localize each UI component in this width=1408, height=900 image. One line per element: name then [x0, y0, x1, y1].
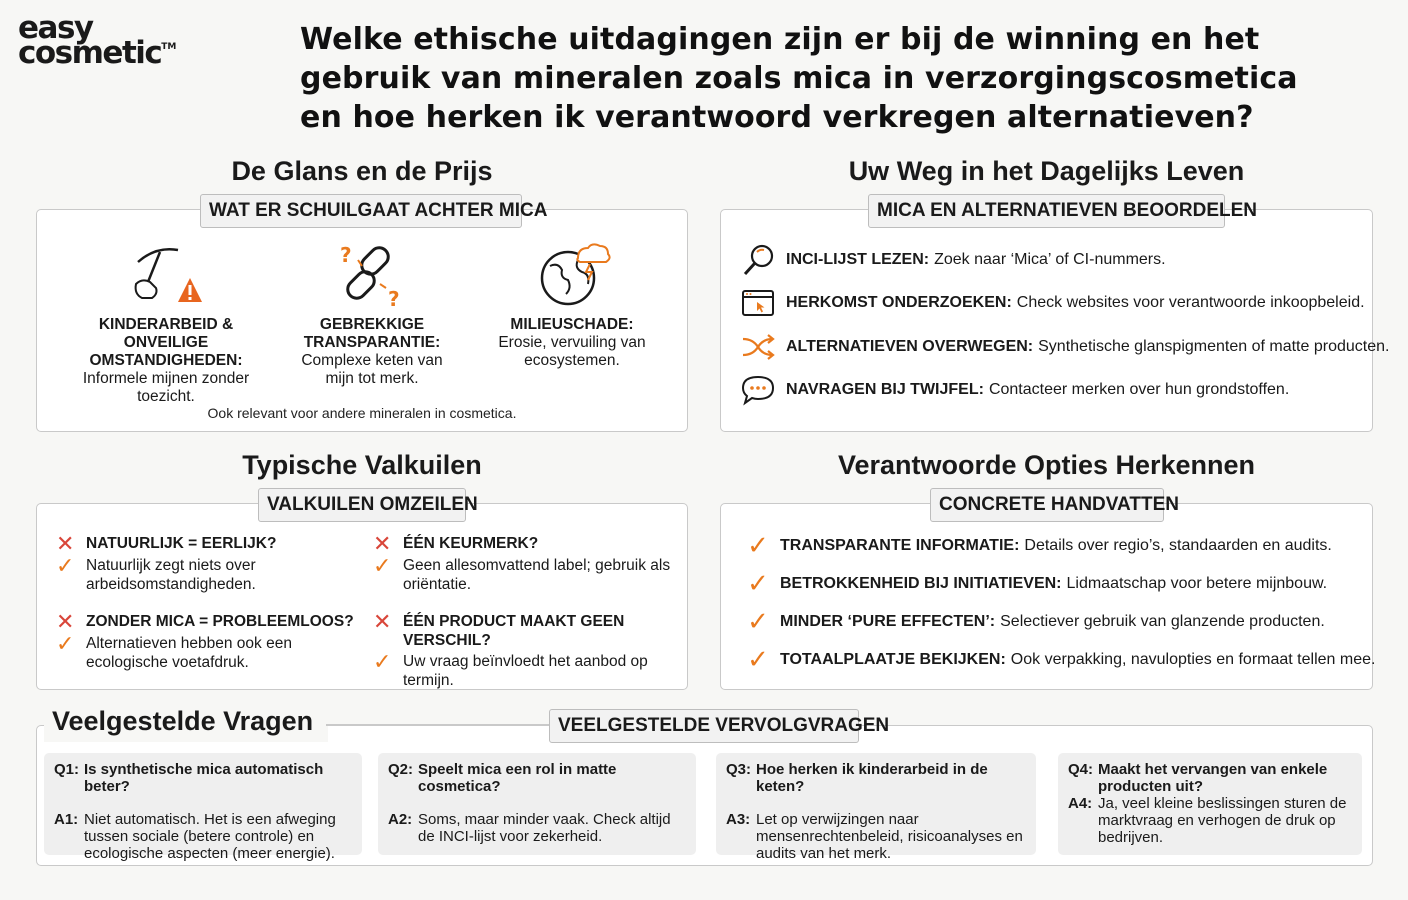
risk-title: KINDERARBEID & ONVEILIGE OMSTANDIGHEDEN: [89, 316, 243, 369]
tag-opties: CONCRETE HANDVATTEN [930, 488, 1164, 522]
shuffle-arrows-icon [740, 330, 776, 364]
risk-note: Ook relevant voor andere mineralen in cosmetica. [207, 405, 517, 421]
option-title: BETROKKENHEID BIJ INITIATIEVEN: [780, 574, 1062, 592]
pitfall-answer: Natuurlijk zegt niets over arbeidsomstandigheden. [86, 557, 256, 593]
answer-text: Niet automatisch. Het is een afweging tussen sociale (betere controle) en ecologische aspecten (meer energie). [84, 811, 336, 862]
question-key: Q4: [1068, 761, 1094, 778]
svg-text:?: ? [340, 243, 352, 267]
pitfall-item [56, 609, 356, 672]
tag-valkuilen: VALKUILEN OMZEILEN [258, 488, 466, 522]
faq-heading: Veelgestelde Vragen [52, 706, 314, 736]
faq-item [716, 753, 1036, 862]
step-title: INCI-LIJST LEZEN: [786, 251, 930, 268]
pitfall-answer: Geen allesomvattend label; gebruik als oriëntatie. [403, 557, 671, 593]
cross-icon: ✕ [373, 531, 392, 556]
step-title: ALTERNATIEVEN OVERWEGEN: [786, 338, 1034, 355]
question-key: Q1: [54, 761, 80, 778]
answer-key: A4: [1068, 795, 1093, 812]
option-item [736, 530, 1332, 561]
faq-item [1058, 753, 1362, 855]
option-title: MINDER ‘PURE EFFECTEN’: [780, 612, 996, 630]
option-text: Ook verpakking, navulopties en formaat tellen mee. [1010, 650, 1376, 668]
speech-bubble-icon [740, 373, 776, 407]
step-title: NAVRAGEN BIJ TWIJFEL: [786, 381, 984, 398]
option-text: Details over regio’s, standaarden en audits. [1024, 536, 1332, 554]
risk-body: Erosie, vervuiling van ecosystemen. [498, 334, 646, 369]
page-title: Welke ethische uitdagingen zijn er bij de winning en het gebruik van mineralen zoals mica in verzorgingscosmetica en hoe herken ik verantwoord verkregen alternatieven? [300, 22, 1298, 135]
check-icon: ✓ [56, 631, 75, 656]
cross-icon: ✕ [373, 609, 392, 634]
risk-body: Informele mijnen zonder toezicht. [82, 370, 250, 405]
risk-title: GEBREKKIGE TRANSPARANTIE: [303, 316, 441, 351]
check-icon: ✓ [747, 606, 769, 636]
answer-key: A3: [726, 811, 751, 828]
pitfall-item [373, 531, 683, 594]
step-title: HERKOMST ONDERZOEKEN: [786, 294, 1012, 311]
cross-icon: ✕ [56, 531, 75, 556]
section-heading-valkuilen: Typische Valkuilen [242, 450, 482, 480]
pitfall-item [373, 609, 685, 690]
answer-text: Ja, veel kleine beslissingen sturen de marktvraag en verhogen de druk op bedrijven. [1098, 795, 1347, 846]
risk-body: Complexe keten van mijn tot merk. [301, 352, 443, 387]
step-inci [740, 243, 1166, 277]
tag-weg: MICA EN ALTERNATIEVEN BEOORDELEN [868, 194, 1225, 228]
step-text: Check websites voor verantwoorde inkoopbeleid. [1016, 294, 1365, 311]
browser-window-icon [740, 286, 776, 320]
trademark-mark: TM [161, 42, 177, 53]
pitfall-answer: Alternatieven hebben ook een ecologische voetafdruk. [86, 635, 292, 671]
check-icon: ✓ [373, 553, 392, 578]
pitfall-title: ÉÉN KEURMERK? [403, 535, 539, 552]
answer-text: Let op verwijzingen naar mensenrechtenbeleid, risicoanalyses en audits van het merk. [756, 811, 1023, 862]
answer-key: A1: [54, 811, 79, 828]
question-text: Hoe herken ik kinderarbeid in de keten? [756, 761, 988, 795]
cross-icon: ✕ [56, 609, 75, 634]
option-item [736, 644, 1375, 675]
risk-transparency [292, 240, 452, 388]
risk-child-labour [56, 240, 276, 406]
option-item [736, 606, 1325, 637]
section-heading-weg: Uw Weg in het Dagelijks Leven [848, 156, 1245, 186]
option-text: Selectiever gebruik van glanzende producten. [1000, 612, 1325, 630]
logo-line-2 [18, 35, 188, 72]
step-text: Contacteer merken over hun grondstoffen. [988, 381, 1290, 398]
question-key: Q3: [726, 761, 752, 778]
magnifier-icon [740, 243, 776, 277]
option-text: Lidmaatschap voor betere mijnbouw. [1066, 574, 1328, 592]
svg-text:?: ? [388, 287, 400, 308]
step-herkomst [740, 286, 1365, 320]
step-text: Zoek naar ‘Mica’ of CI-nummers. [934, 251, 1166, 268]
check-icon: ✓ [747, 568, 769, 598]
brand-logo [18, 10, 188, 72]
check-icon: ✓ [747, 530, 769, 560]
pitfall-title: NATUURLIJK = EERLIJK? [86, 535, 277, 552]
tag-faq: VEELGESTELDE VERVOLGVRAGEN [549, 709, 859, 743]
check-icon: ✓ [56, 553, 75, 578]
faq-divider [326, 724, 550, 726]
pitfall-title: ZONDER MICA = PROBLEEMLOOS? [86, 613, 354, 630]
option-title: TOTAALPLAATJE BEKIJKEN: [780, 650, 1006, 668]
logo-line-1: easy [18, 10, 93, 46]
check-icon: ✓ [747, 644, 769, 674]
option-title: TRANSPARANTE INFORMATIE: [780, 536, 1020, 554]
faq-item [378, 753, 696, 855]
option-item [736, 568, 1327, 599]
pickaxe-warning-icon [126, 240, 206, 308]
globe-storm-icon [532, 240, 612, 308]
answer-text: Soms, maar minder vaak. Check altijd de INCI-lijst voor zekerheid. [418, 811, 671, 845]
pitfall-title: ÉÉN PRODUCT MAAKT GEEN VERSCHIL? [403, 613, 625, 649]
risk-environment [482, 240, 662, 370]
step-text: Synthetische glanspigmenten of matte producten. [1038, 338, 1390, 355]
question-key: Q2: [388, 761, 414, 778]
logo-word: cosmetic [18, 35, 162, 72]
risk-title: MILIEUSCHADE: [510, 316, 634, 333]
answer-key: A2: [388, 811, 413, 828]
check-icon: ✓ [373, 649, 392, 674]
section-heading-opties: Verantwoorde Opties Herkennen [837, 450, 1256, 480]
question-text: Is synthetische mica automatisch beter? [84, 761, 324, 795]
step-alternatieven [740, 330, 1389, 364]
pitfall-item [56, 531, 356, 594]
broken-chain-icon [332, 240, 412, 308]
section-heading-glans: De Glans en de Prijs [231, 156, 493, 186]
question-text: Speelt mica een rol in matte cosmetica? [418, 761, 617, 795]
tag-glans: WAT ER SCHUILGAAT ACHTER MICA [200, 194, 522, 228]
pitfall-answer: Uw vraag beïnvloedt het aanbod op termijn. [403, 653, 648, 689]
step-navragen [740, 373, 1289, 407]
faq-item [44, 753, 362, 862]
question-text: Maakt het vervangen van enkele producten uit? [1098, 761, 1328, 795]
